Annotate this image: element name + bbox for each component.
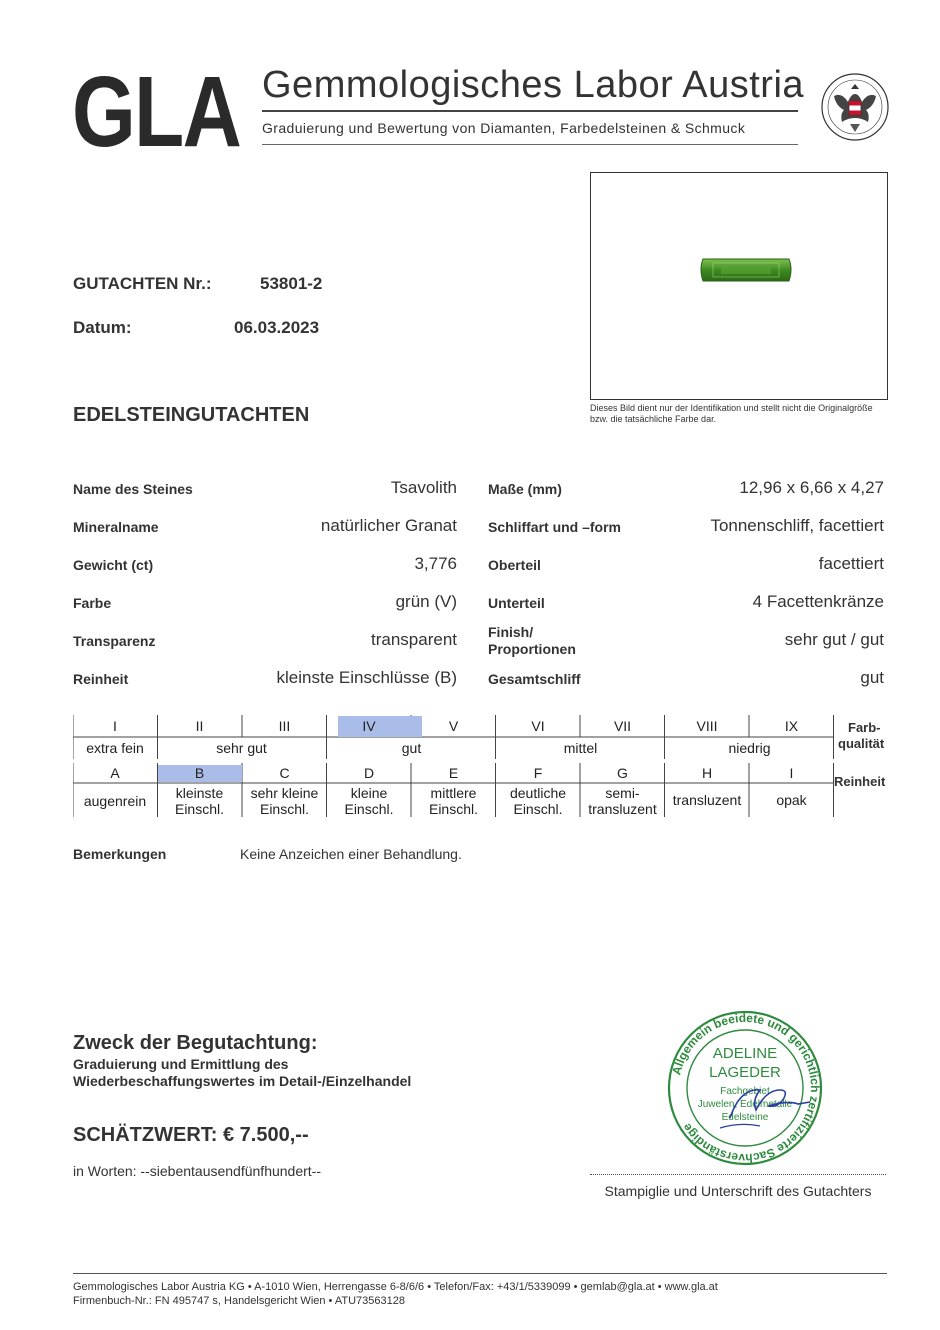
signature-caption: Stampiglie und Unterschrift des Gutachters	[604, 1183, 872, 1199]
color-grade: VII	[613, 718, 632, 734]
property-value: Tonnenschliff, facettiert	[710, 516, 884, 535]
color-group: extra fein	[86, 740, 144, 756]
color-grade-row	[73, 716, 834, 738]
property-label: Maße (mm)	[488, 481, 562, 497]
property-label: Gewicht (ct)	[73, 557, 154, 573]
property-value: gut	[860, 668, 884, 687]
property-label: Reinheit	[73, 671, 129, 687]
clarity-desc	[327, 785, 411, 817]
property-value: 12,96 x 6,66 x 4,27	[739, 478, 884, 497]
stamp-ring-text: Allgemein beeidete und gerichtlich zertifizierte Sachverständige	[669, 1010, 823, 1166]
clarity-desc	[580, 785, 665, 817]
clarity-desc	[157, 785, 242, 817]
color-group: gut	[401, 740, 422, 756]
clarity-grade-selected: B	[194, 765, 205, 781]
clarity-desc-line: Einschl.	[428, 801, 479, 817]
clarity-desc-line: Einschl.	[259, 801, 310, 817]
stamp-name1: ADELINE	[712, 1045, 778, 1062]
property-row	[488, 552, 884, 590]
lab-subtitle: Graduierung und Bewertung von Diamanten, Farbedelsteinen & Schmuck	[262, 120, 746, 136]
color-grade: I	[113, 718, 117, 734]
clarity-grade: H	[701, 765, 713, 781]
property-label: Schliffart und –form	[488, 519, 622, 535]
clarity-grade: C	[279, 765, 290, 781]
clarity-grade-row	[73, 765, 834, 785]
property-label: Transparenz	[73, 633, 156, 649]
clarity-desc-line: deutliche	[509, 785, 567, 801]
color-scale-title	[838, 720, 884, 752]
clarity-grade: E	[448, 765, 459, 781]
report-number: 53801-2	[260, 274, 323, 293]
property-row	[488, 590, 884, 628]
gemstone-image	[591, 173, 887, 399]
property-value: Tsavolith	[390, 478, 457, 497]
color-scale-title-line: qualität	[838, 736, 885, 751]
color-group: mittel	[563, 740, 598, 756]
property-value: 4 Facettenkränze	[752, 592, 884, 611]
austria-eagle-crest-icon	[820, 68, 890, 146]
clarity-desc-line: kleine	[350, 785, 388, 801]
color-grade: III	[278, 718, 291, 734]
clarity-grade: D	[363, 765, 375, 781]
stamp-line5: Edelsteine	[721, 1112, 769, 1123]
clarity-desc: augenrein	[83, 793, 147, 809]
property-value: sehr gut / gut	[784, 630, 884, 649]
signature-underline	[720, 1124, 760, 1128]
color-group: sehr gut	[216, 740, 267, 756]
color-scale-title-line: Farb-	[848, 720, 881, 735]
footer-divider	[73, 1273, 887, 1274]
clarity-desc	[411, 785, 496, 817]
clarity-grade: F	[533, 765, 543, 781]
clarity-desc: opak	[776, 792, 807, 808]
purpose-line: Wiederbeschaffungswertes im Detail-/Einzelhandel	[73, 1073, 412, 1089]
property-row	[488, 624, 884, 666]
property-value: transparent	[371, 630, 457, 649]
valuation-amount: € 7.500,--	[223, 1124, 309, 1146]
color-grade: IV	[362, 718, 376, 734]
property-row	[73, 628, 457, 666]
clarity-desc	[242, 785, 327, 817]
property-value: grün (V)	[395, 592, 457, 611]
report-date: 06.03.2023	[234, 318, 320, 337]
remarks-label: Bemerkungen	[73, 846, 167, 862]
property-label: Mineralname	[73, 519, 159, 535]
header-divider-lower	[262, 144, 798, 145]
property-label: Gesamtschliff	[488, 671, 581, 687]
properties-right	[488, 476, 884, 704]
property-value: facettiert	[818, 554, 884, 573]
color-grade: VIII	[696, 718, 718, 734]
property-row	[73, 514, 457, 552]
clarity-desc-row	[73, 785, 834, 819]
report-number-label: GUTACHTEN Nr.:	[73, 274, 212, 293]
property-row	[73, 666, 457, 704]
clarity-desc-line: Einschl.	[344, 801, 394, 817]
lab-name: Gemmologisches Labor Austria	[262, 64, 805, 106]
property-value: natürlicher Granat	[320, 516, 457, 535]
valuation-label: SCHÄTZWERT:	[73, 1124, 218, 1146]
clarity-desc-line: semi-	[605, 785, 640, 801]
color-grade: II	[195, 718, 204, 734]
property-row	[73, 590, 457, 628]
gla-logo: GLA	[72, 56, 241, 168]
clarity-desc-line: transluzent	[588, 801, 657, 817]
property-label: Unterteil	[488, 595, 545, 611]
clarity-desc-line: Einschl.	[174, 801, 225, 817]
footer-line2: Firmenbuch-Nr.: FN 495747 s, Handelsgericht Wien • ATU73563128	[73, 1295, 405, 1307]
clarity-desc: transluzent	[672, 792, 742, 808]
property-label-line: Finish/	[488, 624, 534, 640]
clarity-grade: I	[789, 765, 794, 781]
property-row	[488, 666, 884, 704]
property-row	[73, 476, 457, 514]
stone-photo-frame	[590, 172, 888, 400]
purpose-title: Zweck der Begutachtung:	[73, 1032, 318, 1054]
stamp-name2: LAGEDER	[709, 1064, 781, 1081]
property-value: 3,776	[414, 554, 457, 573]
clarity-desc-line: mittlere	[430, 785, 477, 801]
signature-line	[590, 1174, 886, 1175]
color-group: niedrig	[728, 740, 771, 756]
purpose-line: Graduierung und Ermittlung des	[73, 1056, 289, 1072]
properties-left	[73, 476, 457, 704]
clarity-scale-title: Reinheit	[834, 774, 886, 789]
appraiser-stamp	[660, 1008, 830, 1168]
report-title: EDELSTEINGUTACHTEN	[73, 404, 310, 426]
property-label: Oberteil	[488, 557, 541, 573]
clarity-grade: A	[110, 765, 120, 781]
clarity-grade: G	[617, 765, 628, 781]
clarity-desc-line: kleinste	[175, 785, 224, 801]
header-divider	[262, 110, 798, 112]
property-row	[488, 476, 884, 514]
property-row	[73, 552, 457, 590]
stamp-line3: Fachgebiet	[720, 1086, 770, 1097]
property-label: Name des Steines	[73, 481, 193, 497]
property-label	[488, 624, 576, 658]
clarity-desc-line: sehr kleine	[250, 785, 319, 801]
property-label: Farbe	[73, 595, 112, 611]
clarity-desc	[496, 785, 580, 817]
remarks-value: Keine Anzeichen einer Behandlung.	[240, 846, 462, 862]
color-grade-selected: V	[448, 718, 459, 734]
color-group-row	[73, 740, 834, 760]
photo-note: Dieses Bild dient nur der Identifikation und stellt nicht die Originalgröße bzw. die tatsächliche Farbe dar.	[590, 403, 873, 424]
valuation-in-words: in Worten: --siebentausendfünfhundert--	[73, 1163, 321, 1179]
purpose-text	[73, 1056, 473, 1090]
property-row	[488, 514, 884, 552]
color-grade: VI	[531, 718, 545, 734]
stamp-line4: Juwelen, Edelmetalle	[697, 1099, 793, 1110]
footer	[73, 1280, 718, 1308]
date-label: Datum:	[73, 318, 132, 337]
clarity-desc-line: Einschl.	[513, 801, 563, 817]
property-value: kleinste Einschlüsse (B)	[276, 668, 457, 687]
color-grade: IX	[784, 718, 799, 734]
valuation	[73, 1124, 309, 1147]
property-label-line: Proportionen	[488, 641, 576, 657]
footer-line1: Gemmologisches Labor Austria KG • A-1010 Wien, Herrengasse 6-8/6/6 • Telefon/Fax: +43/1/5339099 • gemlab@gla.at • www.gla.at	[73, 1281, 718, 1293]
